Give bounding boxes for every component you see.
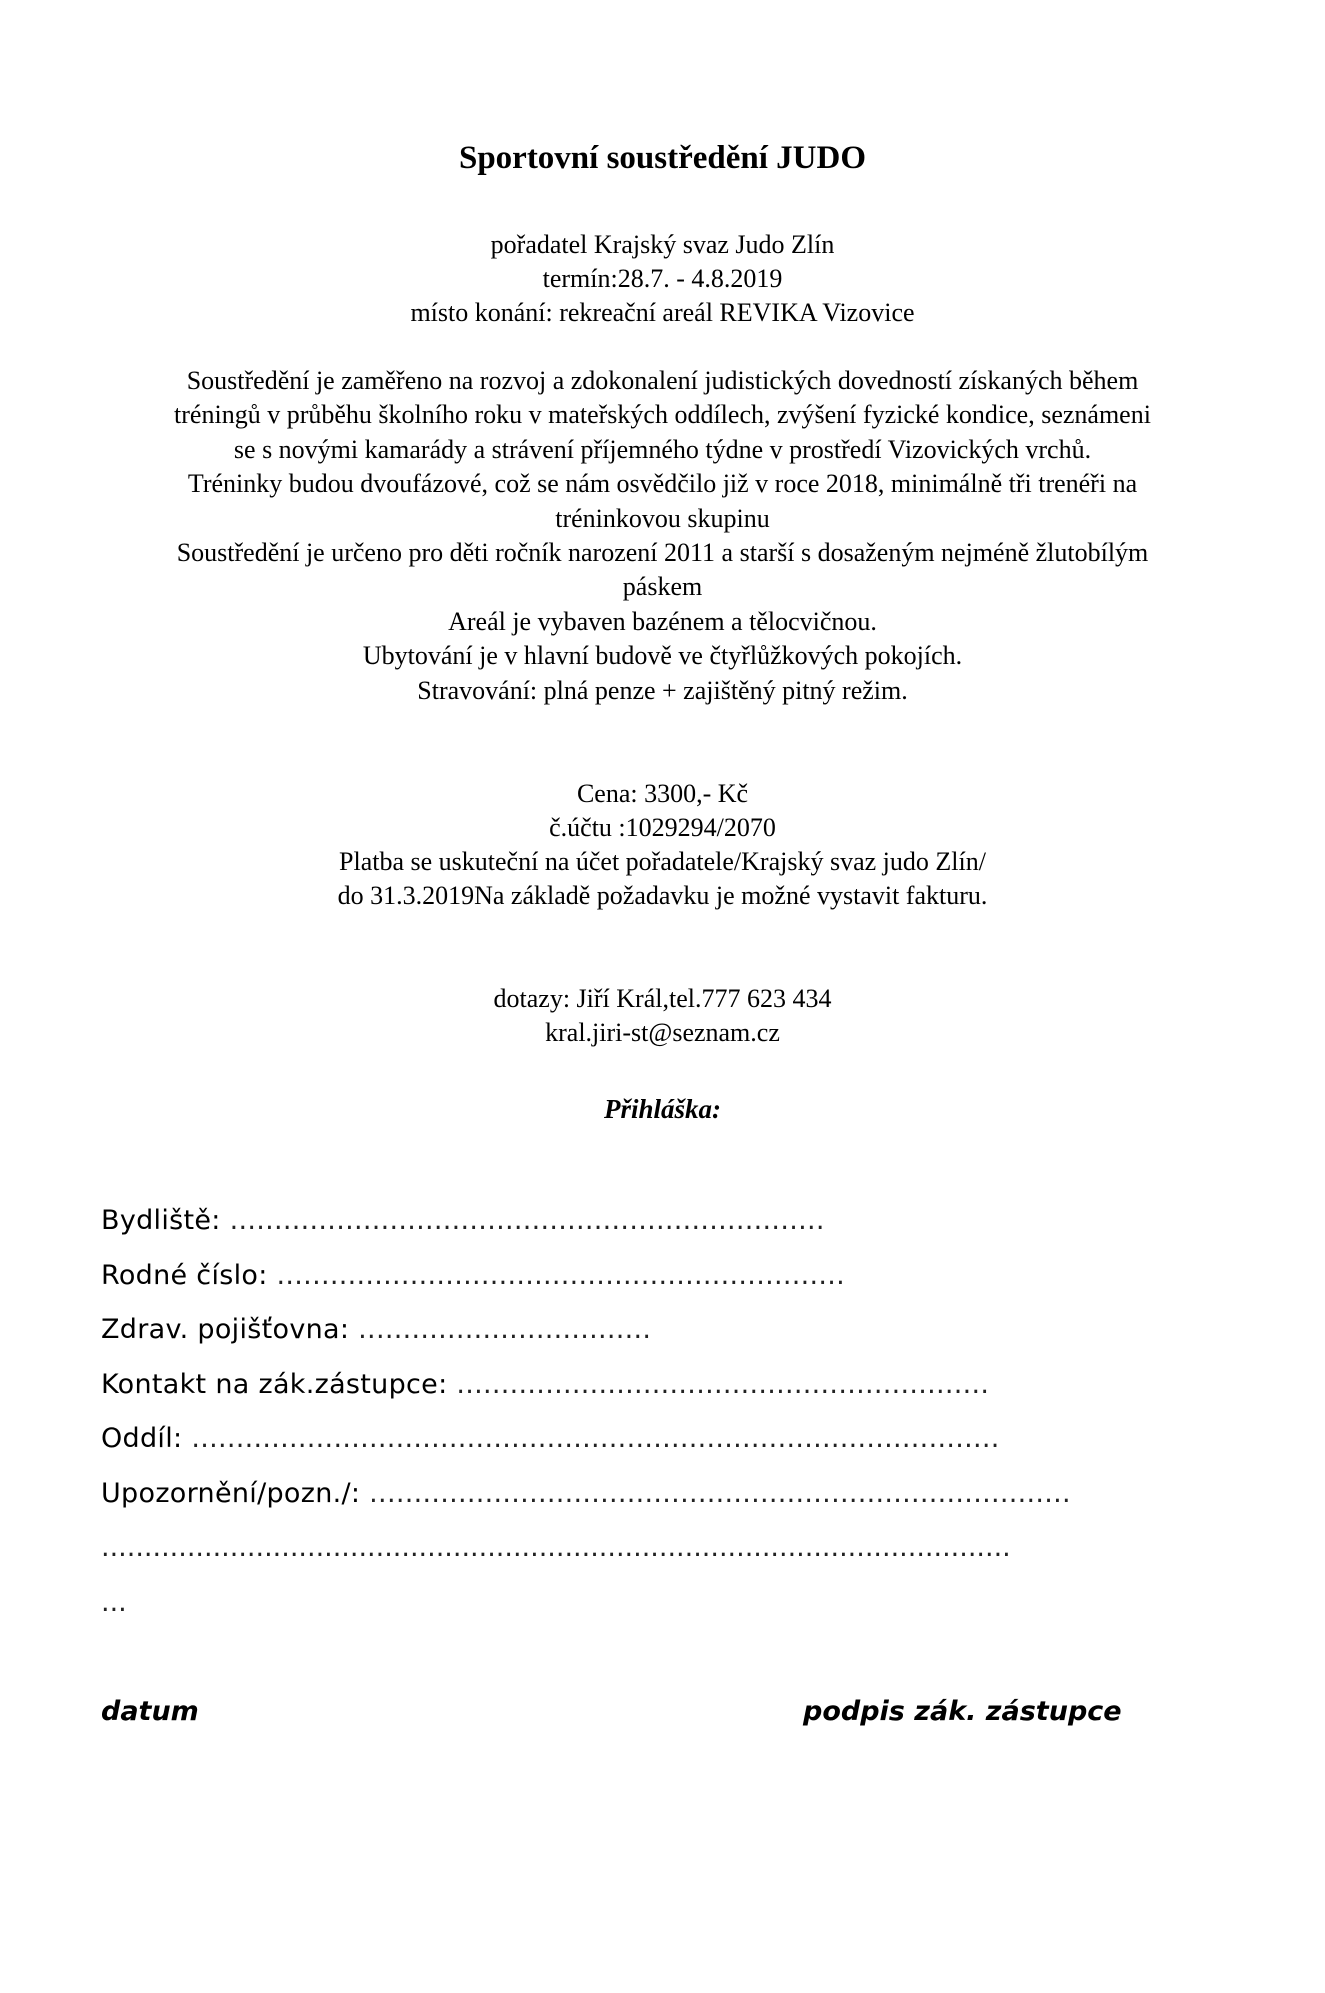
description-line: tréningů v průběhu školního roku v mateřských oddílech, zvýšení fyzické kondice, seznámeni — [174, 400, 1151, 430]
description-line: páskem — [622, 572, 703, 602]
description-line: Stravování: plná penze + zajištěný pitný režim. — [417, 675, 908, 705]
notes-continuation-line[interactable]: .......................................................................................................... — [101, 1532, 1011, 1563]
description-line: tréninkovou skupinu — [555, 503, 770, 533]
contact-info — [60, 982, 1265, 1050]
guardian-signature-label: podpis zák. zástupce — [803, 1696, 1122, 1727]
field-label: Rodné číslo: — [101, 1259, 268, 1291]
event-info — [60, 228, 1265, 330]
description-line: Soustředění je určeno pro děti ročník narození 2011 a starší s dosaženým nejméně žlutobílým — [176, 538, 1149, 568]
account-number-line: č.účtu :1029294/2070 — [549, 813, 776, 842]
notes-continuation-end: ... — [101, 1586, 127, 1618]
description-line: Tréninky budou dvoufázové, což se nám osvědčilo již v roce 2018, minimálně tři trenéři na — [187, 469, 1138, 499]
field-label: Upozornění/pozn./: — [101, 1477, 361, 1509]
field-guardian-contact[interactable] — [101, 1358, 1261, 1413]
field-fill-dots: ............................................................ — [447, 1368, 990, 1400]
payment-deadline-line: do 31.3.2019Na základě požadavku je možné vystavit fakturu. — [337, 881, 988, 910]
field-residence[interactable] — [101, 1194, 1261, 1249]
field-fill-dots: ................................. — [349, 1314, 652, 1345]
contact-phone-line: dotazy: Jiří Král,tel.777 623 434 — [493, 984, 832, 1013]
payment-line: Platba se uskuteční na účet pořadatele/Krajský svaz judo Zlín/ — [339, 847, 986, 876]
venue-line: místo konání: rekreační areál REVIKA Vizovice — [410, 298, 915, 327]
event-description — [60, 364, 1265, 708]
field-health-insurance[interactable] — [101, 1303, 1261, 1358]
field-fill-dots: ........................................................................................... — [182, 1423, 1000, 1454]
application-heading: Přihláška: — [603, 1094, 722, 1124]
field-notes[interactable] — [101, 1467, 1261, 1522]
field-label: Oddíl: — [101, 1423, 183, 1454]
field-label: Bydliště: — [101, 1205, 221, 1236]
description-line: Soustředění je zaměřeno na rozvoj a zdokonalení judistických dovedností získaných během — [186, 366, 1139, 395]
description-line: se s novými kamarády a strávení příjemného týdne v prostředí Vizovických vrchů. — [233, 434, 1092, 464]
field-fill-dots: ................................................................ — [267, 1259, 846, 1291]
document-title: Sportovní soustředění JUDO — [458, 140, 867, 176]
price-info — [60, 777, 1265, 913]
field-club[interactable] — [101, 1412, 1261, 1467]
organizer-line: pořadatel Krajský svaz Judo Zlín — [490, 230, 835, 259]
field-label: Kontakt na zák.zástupce: — [101, 1368, 448, 1400]
field-birth-number[interactable] — [101, 1249, 1261, 1304]
price-line: Cena: 3300,- Kč — [576, 779, 749, 808]
application-form — [101, 1194, 1261, 1630]
contact-email-line: kral.jiri-st@seznam.cz — [545, 1018, 780, 1047]
term-line: termín:28.7. - 4.8.2019 — [542, 264, 783, 293]
description-line: Ubytování je v hlavní budově ve čtyřlůžkových pokojích. — [362, 641, 963, 671]
description-line: Areál je vybaven bazénem a tělocvičnou. — [448, 606, 877, 636]
field-fill-dots: ............................................................................... — [360, 1477, 1071, 1509]
field-label: Zdrav. pojišťovna: — [101, 1314, 350, 1345]
field-fill-dots: ................................................................... — [220, 1205, 825, 1236]
date-label: datum — [101, 1696, 199, 1727]
